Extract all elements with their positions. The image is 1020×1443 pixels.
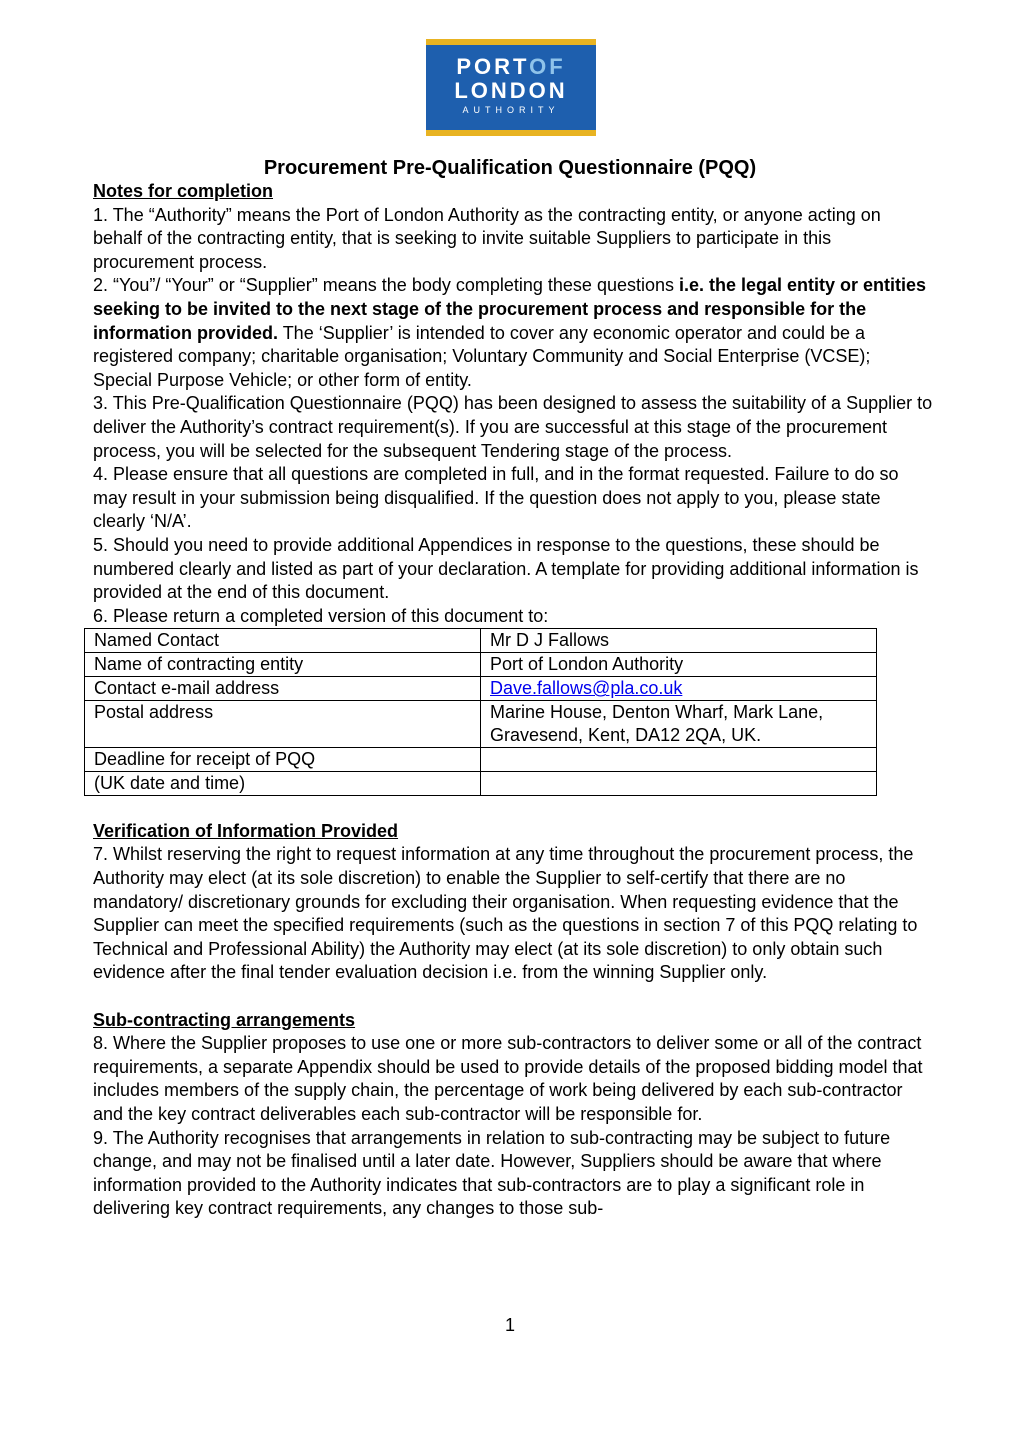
row-label: Postal address [85, 701, 481, 748]
paragraph-9: 9. The Authority recognises that arrangements in relation to sub-contracting may be subject to future change, and may not be finalised until a later date. However, Suppliers should be aware that where information provided to the Authority indicates that sub-contractors are to play a significant role in delivering key contract requirements, any changes to those sub- [93, 1127, 891, 1219]
row-value: Mr D J Fallows [481, 629, 877, 653]
logo-text-port: PORT [456, 54, 530, 79]
logo-text-authority: AUTHORITY [462, 105, 560, 115]
row-label: Name of contracting entity [85, 653, 481, 677]
document-body [93, 180, 933, 1221]
verification-heading: Verification of Information Provided [93, 820, 399, 841]
note-3: 3. This Pre-Qualification Questionnaire (PQQ) has been designed to assess the suitability of a Supplier to deliver the Authority’s contract requirement(s). If you are successful at this stage of the procurement process, you will be selected for the subsequent Tendering stage of the process. [93, 393, 933, 461]
table-row [85, 772, 877, 796]
table-row [85, 629, 877, 653]
row-label: Named Contact [85, 629, 481, 653]
note-2-text-a: 2. “You”/ “Your” or “Supplier” means the body completing these questions [93, 275, 679, 296]
table-row [85, 653, 877, 677]
page-number: 1 [504, 1315, 515, 1335]
email-cell [481, 677, 877, 701]
email-link[interactable]: Dave.fallows@pla.co.uk [490, 678, 683, 699]
row-label: (UK date and time) [85, 772, 481, 796]
notes-heading: Notes for completion [93, 181, 274, 201]
row-value: Port of London Authority [481, 653, 877, 677]
table-row [85, 748, 877, 772]
note-2 [93, 274, 933, 392]
note-1: 1. The “Authority” means the Port of London Authority as the contracting entity, or anyone acting on behalf of the contracting entity, that is seeking to invite suitable Suppliers to participate in this procurement process. [93, 204, 881, 272]
row-label: Deadline for receipt of PQQ [85, 748, 481, 772]
note-2-bold-text: i.e. the legal entity or entities seeking to be invited to the next stage of the procurement process and responsible for the information provided. [93, 275, 927, 343]
row-label: Contact e-mail address [85, 677, 481, 701]
note-2-text-b: The ‘Supplier’ is intended to cover any economic operator and could be a registered company; charitable organisation; Voluntary Community and Social Enterprise (VCSE); Special Purpose Vehicle; or other form of entity. [93, 322, 871, 390]
note-6: 6. Please return a completed version of this document to: [93, 605, 549, 626]
table-row [85, 701, 877, 748]
logo-text-london: LONDON [454, 78, 568, 103]
note-4: 4. Please ensure that all questions are completed in full, and in the format requested. Failure to do so may result in your submission being disqualified. If the question does not apply to you, please state clearly ‘N/A’. [93, 464, 899, 532]
row-value [481, 748, 877, 772]
subcontracting-heading: Sub-contracting arrangements [93, 1009, 356, 1030]
row-value [481, 772, 877, 796]
note-5: 5. Should you need to provide additional Appendices in response to the questions, these should be numbered clearly and listed as part of your declaration. A template for providing additional information is provided at the end of this document. [93, 534, 919, 603]
paragraph-7: 7. Whilst reserving the right to request information at any time throughout the procurement process, the Authority may elect (at its sole discretion) to enable the Supplier to self-certify that there are no mandatory/ discretionary grounds for excluding their organisation. When requesting evidence that the Supplier can meet the specified requirements (such as the questions in section 7 of this PQQ relating to Technical and Professional Ability) the Authority may elect (at its sole discretion) to only obtain such evidence after the final tender evaluation decision i.e. from the winning Supplier only. [93, 844, 918, 983]
document-title: Procurement Pre-Qualification Questionnaire (PQQ) [263, 157, 757, 179]
port-of-london-logo [426, 39, 596, 136]
logo-text-of: OF [529, 54, 566, 79]
paragraph-8: 8. Where the Supplier proposes to use one or more sub-contractors to deliver some or all of the contract requirements, a separate Appendix should be used to provide details of the proposed bidding model that includes members of the supply chain, the percentage of work being delivered by each sub-contractor and the key contract deliverables each sub-contractor will be responsible for. [93, 1033, 923, 1124]
contact-details-table [84, 628, 877, 796]
row-value: Marine House, Denton Wharf, Mark Lane, Gravesend, Kent, DA12 2QA, UK. [481, 701, 877, 748]
table-row [85, 677, 877, 701]
